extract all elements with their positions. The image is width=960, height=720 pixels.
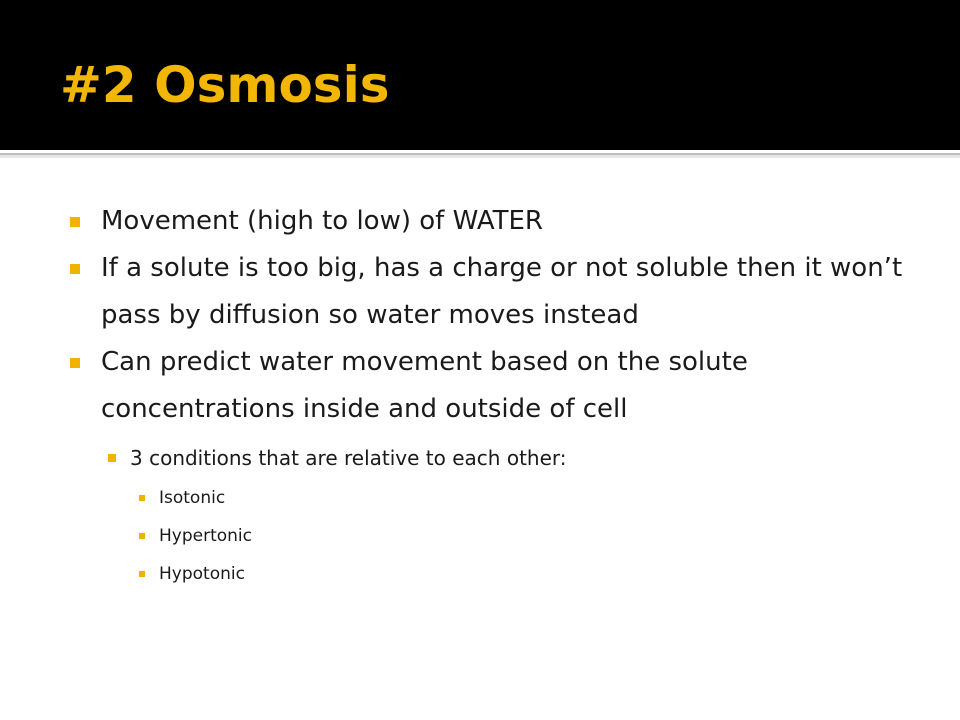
sub-bullet-text: 3 conditions that are relative to each other:	[130, 446, 567, 470]
sub-bullet-item	[108, 445, 920, 471]
sub-sub-bullet-item	[139, 563, 920, 585]
sub-sub-bullet-text: Hypertonic	[159, 526, 252, 546]
slide-title: #2 Osmosis	[60, 56, 390, 114]
bullet-text: Can predict water movement based on the solute concentrations inside and outside of cell	[101, 347, 748, 424]
bullet-item	[70, 245, 920, 339]
title-divider	[0, 152, 960, 158]
sub-sub-bullet-text: Isotonic	[159, 488, 226, 508]
sub-sub-bullet-item	[139, 525, 920, 547]
sub-sub-bullet-item	[139, 487, 920, 509]
square-bullet-icon	[70, 264, 80, 274]
square-bullet-icon	[139, 533, 145, 539]
bullet-item	[70, 339, 920, 433]
bullet-text: If a solute is too big, has a charge or not soluble then it won’t pass by diffusion so water moves instead	[101, 253, 903, 330]
bullet-item	[70, 198, 920, 245]
title-bar	[0, 0, 960, 150]
square-bullet-icon	[70, 217, 80, 227]
square-bullet-icon	[139, 571, 145, 577]
bullet-text: Movement (high to low) of WATER	[101, 206, 543, 236]
sub-sub-bullet-text: Hypotonic	[159, 564, 245, 584]
square-bullet-icon	[70, 358, 80, 368]
slide-body	[70, 198, 920, 585]
square-bullet-icon	[108, 454, 116, 462]
square-bullet-icon	[139, 495, 145, 501]
